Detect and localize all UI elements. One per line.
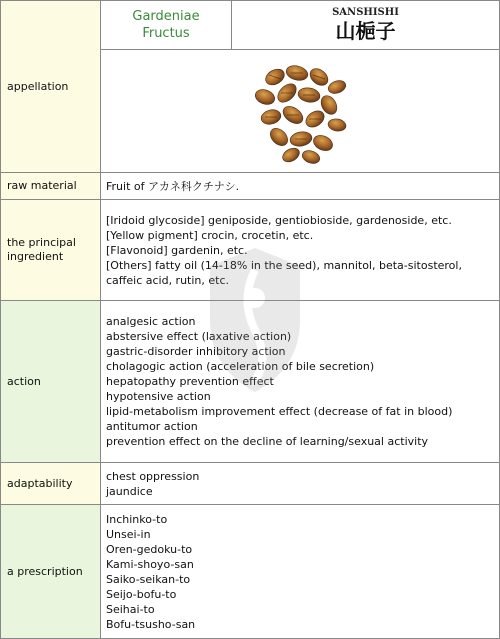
action-item: prevention effect on the decline of learning/sexual activity — [106, 435, 429, 448]
appellation-label: appellation — [1, 1, 101, 173]
ingredient-line: [Iridoid glycoside] geniposide, gentiobioside, gardenoside, etc. — [106, 213, 452, 227]
adaptability-item: jaundice — [106, 484, 153, 498]
ingredient-line: [Others] fatty oil (14-18% in the seed), mannitol, beta-sitosterol, caffeic acid, rutin, etc. — [106, 258, 462, 287]
adaptability-list — [101, 463, 500, 505]
prescription-item: Seijo-bofu-to — [106, 587, 177, 601]
action-item: antitumor action — [106, 420, 198, 433]
gardenia-fruit-photo — [245, 59, 355, 165]
principal-ingredient-label-line2: ingredient — [7, 250, 64, 263]
action-item: cholagogic action (acceleration of bile secretion) — [106, 360, 375, 373]
japanese-name — [232, 1, 499, 49]
ingredient-line: [Yellow pigment] crocin, crocetin, etc. — [106, 228, 314, 242]
action-item: abstersive effect (laxative action) — [106, 330, 292, 343]
specimen-photo-cell — [101, 50, 500, 173]
action-item: hepatopathy prevention effect — [106, 375, 274, 388]
prescription-item: Seihai-to — [106, 602, 155, 616]
latin-name-line2: Fructus — [142, 26, 190, 41]
adaptability-item: chest oppression — [106, 469, 200, 483]
principal-ingredient-list — [101, 200, 500, 301]
action-item: analgesic action — [106, 315, 196, 328]
action-item: lipid-metabolism improvement effect (decrease of fat in blood) — [106, 405, 453, 418]
appellation-names — [101, 1, 500, 50]
action-label: action — [1, 301, 101, 463]
kanji-name: 山梔子 — [335, 19, 396, 43]
latin-name-line1: Gardeniae — [132, 9, 200, 24]
prescription-item: Oren-gedoku-to — [106, 542, 193, 556]
prescription-item: Inchinko-to — [106, 512, 168, 526]
prescription-item: Unsei-in — [106, 527, 151, 541]
prescription-item: Kami-shoyo-san — [106, 557, 194, 571]
principal-ingredient-label — [1, 200, 101, 301]
action-list — [101, 301, 500, 463]
raw-material-value: Fruit of アカネ科クチナシ. — [101, 173, 500, 200]
romaji-name: SANSHISHI — [332, 7, 399, 18]
latin-name — [101, 1, 232, 49]
principal-ingredient-label-line1: the principal — [7, 236, 76, 249]
prescription-item: Saiko-seikan-to — [106, 572, 191, 586]
action-item: hypotensive action — [106, 390, 211, 403]
prescription-list — [101, 505, 500, 639]
prescription-item: Bofu-tsusho-san — [106, 617, 196, 631]
adaptability-label: adaptability — [1, 463, 101, 505]
action-item: gastric-disorder inhibitory action — [106, 345, 286, 358]
prescription-label: a prescription — [1, 505, 101, 639]
ingredient-line: [Flavonoid] gardenin, etc. — [106, 243, 248, 257]
raw-material-label: raw material — [1, 173, 101, 200]
